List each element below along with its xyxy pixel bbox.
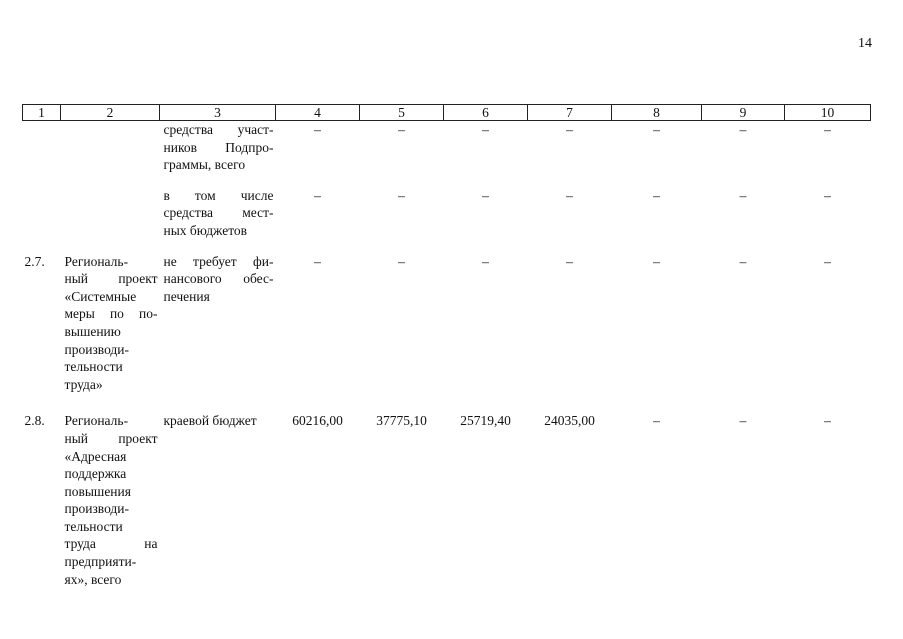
row-value: – <box>653 253 660 269</box>
table-row <box>23 412 871 601</box>
row-value: – <box>314 253 321 269</box>
row-code <box>23 121 61 187</box>
row-name-line: Региональ- <box>64 413 129 429</box>
row-name-line: меры по по- <box>64 306 158 322</box>
column-header: 4 <box>276 105 360 121</box>
row-funding-source <box>160 253 276 413</box>
row-funding-source-line: ников Подпро- <box>163 139 274 155</box>
row-funding-source-line: граммы, всего <box>163 157 246 173</box>
row-value: – <box>566 122 573 137</box>
row-name-line: ный проект <box>64 271 158 287</box>
row-funding-source-line: ных бюджетов <box>163 222 248 238</box>
column-header: 7 <box>528 105 612 121</box>
column-header: 8 <box>612 105 702 121</box>
row-value: – <box>824 253 831 269</box>
column-header: 5 <box>360 105 444 121</box>
row-value: – <box>739 413 747 429</box>
row-funding-source-line: нансового обес- <box>163 271 274 287</box>
row-value: – <box>482 187 489 203</box>
row-name-line: производи- <box>64 341 130 357</box>
budget-table <box>22 104 871 601</box>
row-value: – <box>653 413 660 429</box>
row-name-line: «Системные <box>64 288 137 304</box>
row-funding-source-line: средства мест- <box>163 205 274 221</box>
column-header: 10 <box>785 105 871 121</box>
row-value: – <box>482 253 489 269</box>
row-name-line: ный проект <box>64 430 158 446</box>
row-code: 2.8. <box>24 413 45 429</box>
row-value: – <box>314 187 321 203</box>
table-row <box>23 253 871 413</box>
row-name-line: повышения <box>64 483 131 499</box>
row-value: 24035,00 <box>544 413 595 429</box>
row-name-line: «Адресная <box>64 448 127 464</box>
row-value: – <box>653 122 660 137</box>
row-value: – <box>739 253 747 269</box>
table-row <box>23 121 871 187</box>
row-value: – <box>739 187 747 203</box>
row-value: 25719,40 <box>460 413 511 429</box>
row-name-line: тельности <box>64 359 123 375</box>
row-name <box>61 187 160 253</box>
row-name-line: труда на <box>64 536 158 552</box>
row-value: 60216,00 <box>292 413 343 429</box>
row-name-line: тельности <box>64 518 123 534</box>
column-header: 9 <box>702 105 785 121</box>
row-funding-source <box>160 412 276 601</box>
row-value: – <box>398 187 405 203</box>
row-funding-source-line: не требует фи- <box>163 253 274 269</box>
row-name-line: Региональ- <box>64 253 129 269</box>
row-name <box>61 121 160 187</box>
row-value: – <box>398 122 405 137</box>
row-value: – <box>824 413 831 429</box>
row-value: – <box>566 187 573 203</box>
row-value: – <box>398 253 405 269</box>
row-name-line: предприяти- <box>64 554 137 570</box>
row-name <box>61 253 160 413</box>
row-name <box>61 412 160 601</box>
column-header: 1 <box>23 105 61 121</box>
row-value: 37775,10 <box>376 413 427 429</box>
column-header: 2 <box>61 105 160 121</box>
row-name-line: ях», всего <box>64 571 122 587</box>
row-value: – <box>739 122 747 137</box>
page-number: 14 <box>858 36 872 51</box>
row-funding-source-line: средства участ- <box>163 122 274 137</box>
row-name-line: вышению <box>64 323 121 339</box>
column-header: 3 <box>160 105 276 121</box>
row-name-line: поддержка <box>64 466 127 482</box>
row-value: – <box>824 122 831 137</box>
row-funding-source-line: краевой бюджет <box>163 413 257 429</box>
row-code: 2.7. <box>24 253 45 269</box>
row-funding-source <box>160 121 276 187</box>
row-value: – <box>314 122 321 137</box>
row-value: – <box>566 253 573 269</box>
row-value: – <box>482 122 489 137</box>
row-name-line: труда» <box>64 376 103 392</box>
row-funding-source-line: печения <box>163 288 210 304</box>
header-row <box>23 105 871 121</box>
row-code <box>23 187 61 253</box>
table-row <box>23 187 871 253</box>
column-header: 6 <box>444 105 528 121</box>
row-funding-source-line: в том числе <box>163 187 274 203</box>
row-value: – <box>824 187 831 203</box>
row-name-line: производи- <box>64 501 130 517</box>
row-funding-source <box>160 187 276 253</box>
row-value: – <box>653 187 660 203</box>
